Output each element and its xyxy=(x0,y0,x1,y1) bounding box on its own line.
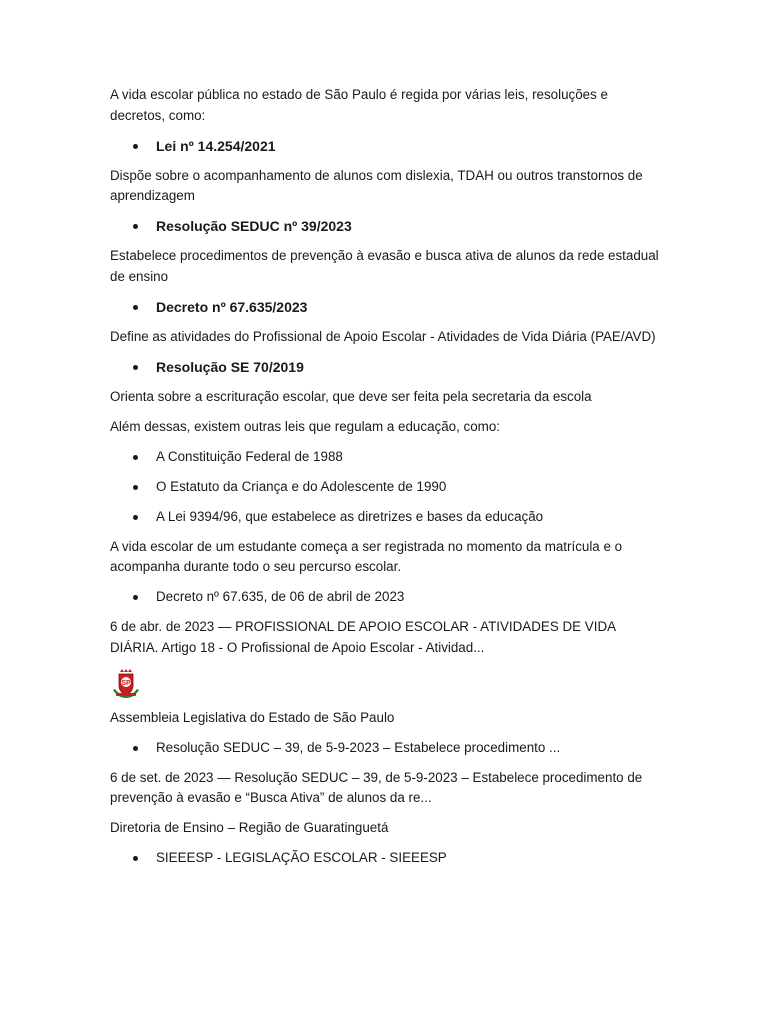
svg-text:SP: SP xyxy=(121,679,131,687)
law-description: Dispõe sobre o acompanhamento de alunos com dislexia, TDAH ou outros transtornos de aprendizagem xyxy=(110,167,643,203)
document-page xyxy=(110,85,662,878)
law-title: Resolução SEDUC nº 39/2023 xyxy=(156,216,662,237)
result-source: Diretoria de Ensino – Região de Guaratinguetá xyxy=(110,820,389,835)
result-list-1 xyxy=(110,587,662,608)
result-snippet: 6 de set. de 2023 — Resolução SEDUC – 39, de 5-9-2023 – Estabelece procedimento de prevenção à evasão e “Busca Ativa” de alunos da re... xyxy=(110,769,643,805)
matricula-paragraph: A vida escolar de um estudante começa a ser registrada no momento da matrícula e o acompanha durante todo o seu percurso escolar. xyxy=(110,538,623,574)
result-list-3 xyxy=(110,848,662,869)
result-title-link[interactable]: SIEEESP - LEGISLAÇÃO ESCOLAR - SIEEESP xyxy=(156,848,662,869)
list-item: O Estatuto da Criança e do Adolescente de 1990 xyxy=(156,477,662,498)
law-title: Lei nº 14.254/2021 xyxy=(156,136,662,157)
list-item: A Constituição Federal de 1988 xyxy=(156,447,662,468)
law-list-3 xyxy=(110,297,662,318)
other-laws-list xyxy=(110,447,662,528)
result-list-2 xyxy=(110,738,662,759)
sp-coat-of-arms-icon xyxy=(110,668,142,700)
law-list-1 xyxy=(110,136,662,157)
law-description: Define as atividades do Profissional de Apoio Escolar - Atividades de Vida Diária (PAE/AVD) xyxy=(110,328,656,344)
intro-paragraph: A vida escolar pública no estado de São Paulo é regida por várias leis, resoluções e decretos, como: xyxy=(110,87,608,123)
result-source: Assembleia Legislativa do Estado de São Paulo xyxy=(110,709,395,725)
list-item: A Lei 9394/96, que estabelece as diretrizes e bases da educação xyxy=(156,507,662,528)
sp-coat-of-arms-icon xyxy=(110,668,662,700)
law-list-4 xyxy=(110,357,662,378)
law-title: Resolução SE 70/2019 xyxy=(156,357,662,378)
result-snippet: 6 de abr. de 2023 — PROFISSIONAL DE APOIO ESCOLAR - ATIVIDADES DE VIDA DIÁRIA. Artigo 18 - O Profissional de Apoio Escolar - Atividad... xyxy=(110,619,616,655)
result-title-link[interactable]: Resolução SEDUC – 39, de 5-9-2023 – Estabelece procedimento ... xyxy=(156,738,662,759)
result-title-link[interactable]: Decreto nº 67.635, de 06 de abril de 2023 xyxy=(156,587,662,608)
law-description: Orienta sobre a escrituração escolar, que deve ser feita pela secretaria da escola xyxy=(110,388,592,404)
law-list-2 xyxy=(110,216,662,237)
law-title: Decreto nº 67.635/2023 xyxy=(156,297,662,318)
law-description: Estabelece procedimentos de prevenção à evasão e busca ativa de alunos da rede estadual de ensino xyxy=(110,248,659,284)
others-intro: Além dessas, existem outras leis que regulam a educação, como: xyxy=(110,418,501,434)
